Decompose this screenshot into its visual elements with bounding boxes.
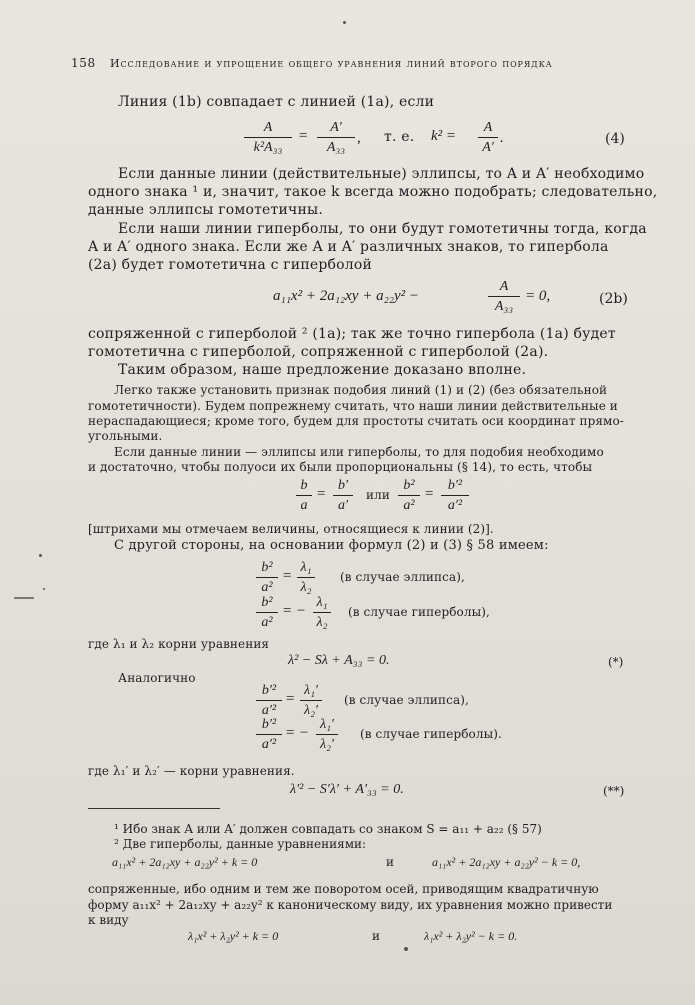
equals-minus: = − (285, 725, 309, 741)
fraction (297, 559, 315, 596)
denominator: λ₂ (300, 580, 312, 595)
denominator: a′² (261, 703, 277, 718)
paragraph-line: Аналогично (118, 671, 196, 685)
or-word: или (366, 488, 390, 502)
equals-minus: = − (282, 603, 306, 619)
paragraph-line: одного знака ¹ и, значит, такое k всегда можно подобрать; следовательно, (88, 184, 658, 200)
case-note: (в случае гиперболы), (348, 605, 490, 619)
paragraph-line: Если данные линии — эллипсы или гиперболы, то для подобия необходимо (114, 445, 604, 459)
equals-sign: = (282, 568, 293, 584)
paragraph-line: где λ₁′ и λ₂′ — корни уравнения. (88, 764, 295, 778)
case-note: (в случае гиперболы). (360, 727, 502, 741)
numerator: λ₁ (300, 560, 312, 575)
paragraph-line: и достаточно, чтобы полуоси их были пропорциональны (§ 14), то есть, чтобы (88, 460, 593, 474)
numerator: b′ (337, 478, 349, 493)
footnote-line: сопряженные, ибо одним и тем же поворотом осей, приводящим квадратичную (88, 882, 599, 896)
denominator: a² (261, 580, 273, 595)
paragraph-line: данные эллипсы гомотетичны. (88, 202, 323, 218)
scan-speck (404, 947, 408, 951)
denominator: a′ (337, 498, 349, 513)
footnote-rule (88, 808, 220, 809)
scan-speck (43, 588, 45, 590)
equals-sign: = (316, 486, 327, 502)
numerator: λ₁′ (320, 717, 334, 732)
footnote-equation: λ₁x² + λ₂y² + k = 0 (188, 929, 279, 943)
footnote-and: и (372, 929, 380, 943)
denominator: λ₂′ (320, 737, 334, 752)
equals-sign: = (298, 128, 309, 144)
running-title: Исследование и упрощение общего уравнения линий второго порядка (110, 57, 553, 70)
denominator: A′ (482, 140, 494, 155)
equals-sign: = (424, 486, 435, 502)
scan-edge-mark (14, 597, 34, 599)
page-number: 158 (71, 56, 96, 70)
fraction (256, 682, 282, 719)
denominator: k²A₃₃ (253, 140, 283, 155)
numerator: A′ (330, 120, 342, 135)
paragraph-line: угольными. (88, 429, 163, 443)
comma: , (357, 130, 361, 146)
footnote-2: ² Две гиперболы, данные уравнениями: (114, 837, 367, 851)
denominator: a² (261, 615, 273, 630)
paragraph-line: сопряженной с гиперболой ² (1a); так же точно гипербола (1a) будет (88, 326, 616, 342)
paragraph-line: A и A′ одного знака. Если же A и A′ различных знаков, то гипербола (88, 239, 609, 255)
denominator: a² (403, 498, 415, 513)
equation-right: = 0, (525, 288, 551, 304)
footnote-equation: λ₁x² + λ₂y² − k = 0. (424, 929, 518, 943)
k-squared: k² = (431, 128, 457, 144)
denominator: a (300, 498, 308, 513)
fraction (317, 119, 355, 156)
numerator: λ₁′ (304, 683, 318, 698)
scan-speck (343, 21, 346, 24)
that-is: т. е. (384, 129, 415, 145)
fraction (478, 119, 498, 156)
footnote-line: к виду (88, 913, 129, 927)
denominator: A₃₃ (326, 140, 346, 155)
fraction (256, 594, 278, 631)
paragraph-line: (2a) будет гомотетична с гиперболой (88, 257, 373, 273)
numerator: λ₁ (316, 595, 328, 610)
characteristic-equation: λ′² − S′λ′ + A′₃₃ = 0. (290, 782, 404, 797)
fraction (441, 477, 469, 514)
period: . (500, 130, 504, 146)
denominator: a′² (261, 737, 277, 752)
numerator: A (483, 120, 493, 135)
characteristic-equation: λ² − Sλ + A₃₃ = 0. (288, 653, 390, 668)
fraction (300, 682, 322, 719)
equation-number: (4) (605, 131, 625, 147)
case-note: (в случае эллипса), (340, 570, 465, 584)
numerator: b² (261, 560, 273, 575)
fraction (244, 119, 292, 156)
equation-left: a₁₁x² + 2a₁₂xy + a₂₂y² − (273, 288, 420, 304)
numerator: b′² (261, 683, 277, 698)
paragraph-line: Если наши линии гиперболы, то они будут гомотетичны тогда, когда (118, 221, 647, 237)
paragraph-line: нераспадающиеся; кроме того, будем для простоты считать оси координат прямо- (88, 414, 624, 428)
footnote-equation: a₁₁x² + 2a₁₂xy + a₂₂y² + k = 0 (112, 855, 258, 869)
paragraph-line: гомотетична с гиперболой, сопряженной с гиперболой (2a). (88, 344, 549, 360)
fraction (313, 594, 331, 631)
equals-sign: = (285, 691, 296, 707)
fraction (296, 477, 312, 514)
fraction (488, 278, 520, 315)
equation-number: (*) (608, 655, 624, 669)
fraction (256, 716, 282, 753)
footnote-line: форму a₁₁x² + 2a₁₂xy + a₂₂y² к каноническому виду, их уравнения можно привести (88, 898, 613, 912)
equation-number: (**) (603, 784, 625, 798)
numerator: b² (403, 478, 415, 493)
paragraph-line: Если данные линии (действительные) эллипсы, то A и A′ необходимо (118, 166, 645, 182)
paragraph-line: [штрихами мы отмечаем величины, относящиеся к линии (2)]. (88, 522, 494, 536)
numerator: A (499, 279, 509, 294)
denominator: λ₂′ (304, 703, 318, 718)
numerator: b² (261, 595, 273, 610)
paragraph-line: Легко также установить признак подобия линий (1) и (2) (без обязательной (114, 383, 608, 397)
paragraph-line: Таким образом, наше предложение доказано вполне. (118, 362, 527, 378)
paragraph-line: гомотетичности). Будем попрежнему считать, что наши линии действительные и (88, 399, 618, 413)
fraction (333, 477, 353, 514)
fraction (316, 716, 338, 753)
footnote-and: и (386, 855, 394, 869)
footnote-1: ¹ Ибо знак A или A′ должен совпадать со знаком S = a₁₁ + a₂₂ (§ 57) (114, 822, 542, 836)
paragraph-line: С другой стороны, на основании формул (2) и (3) § 58 имеем: (114, 538, 549, 553)
paragraph-line: где λ₁ и λ₂ корни уравнения (88, 637, 270, 651)
numerator: b (300, 478, 308, 493)
footnote-equation: a₁₁x² + 2a₁₂xy + a₂₂y² − k = 0, (432, 855, 581, 869)
paragraph-line: Линия (1b) совпадает с линией (1a), если (118, 94, 435, 110)
denominator: λ₂ (316, 615, 328, 630)
denominator: a′² (447, 498, 463, 513)
fraction (256, 559, 278, 596)
numerator: b′² (261, 717, 277, 732)
equation-number: (2b) (599, 291, 628, 307)
case-note: (в случае эллипса), (344, 693, 469, 707)
numerator: b′² (447, 478, 463, 493)
fraction (398, 477, 420, 514)
denominator: A₃₃ (494, 299, 514, 314)
scan-speck (39, 554, 42, 557)
numerator: A (263, 120, 273, 135)
